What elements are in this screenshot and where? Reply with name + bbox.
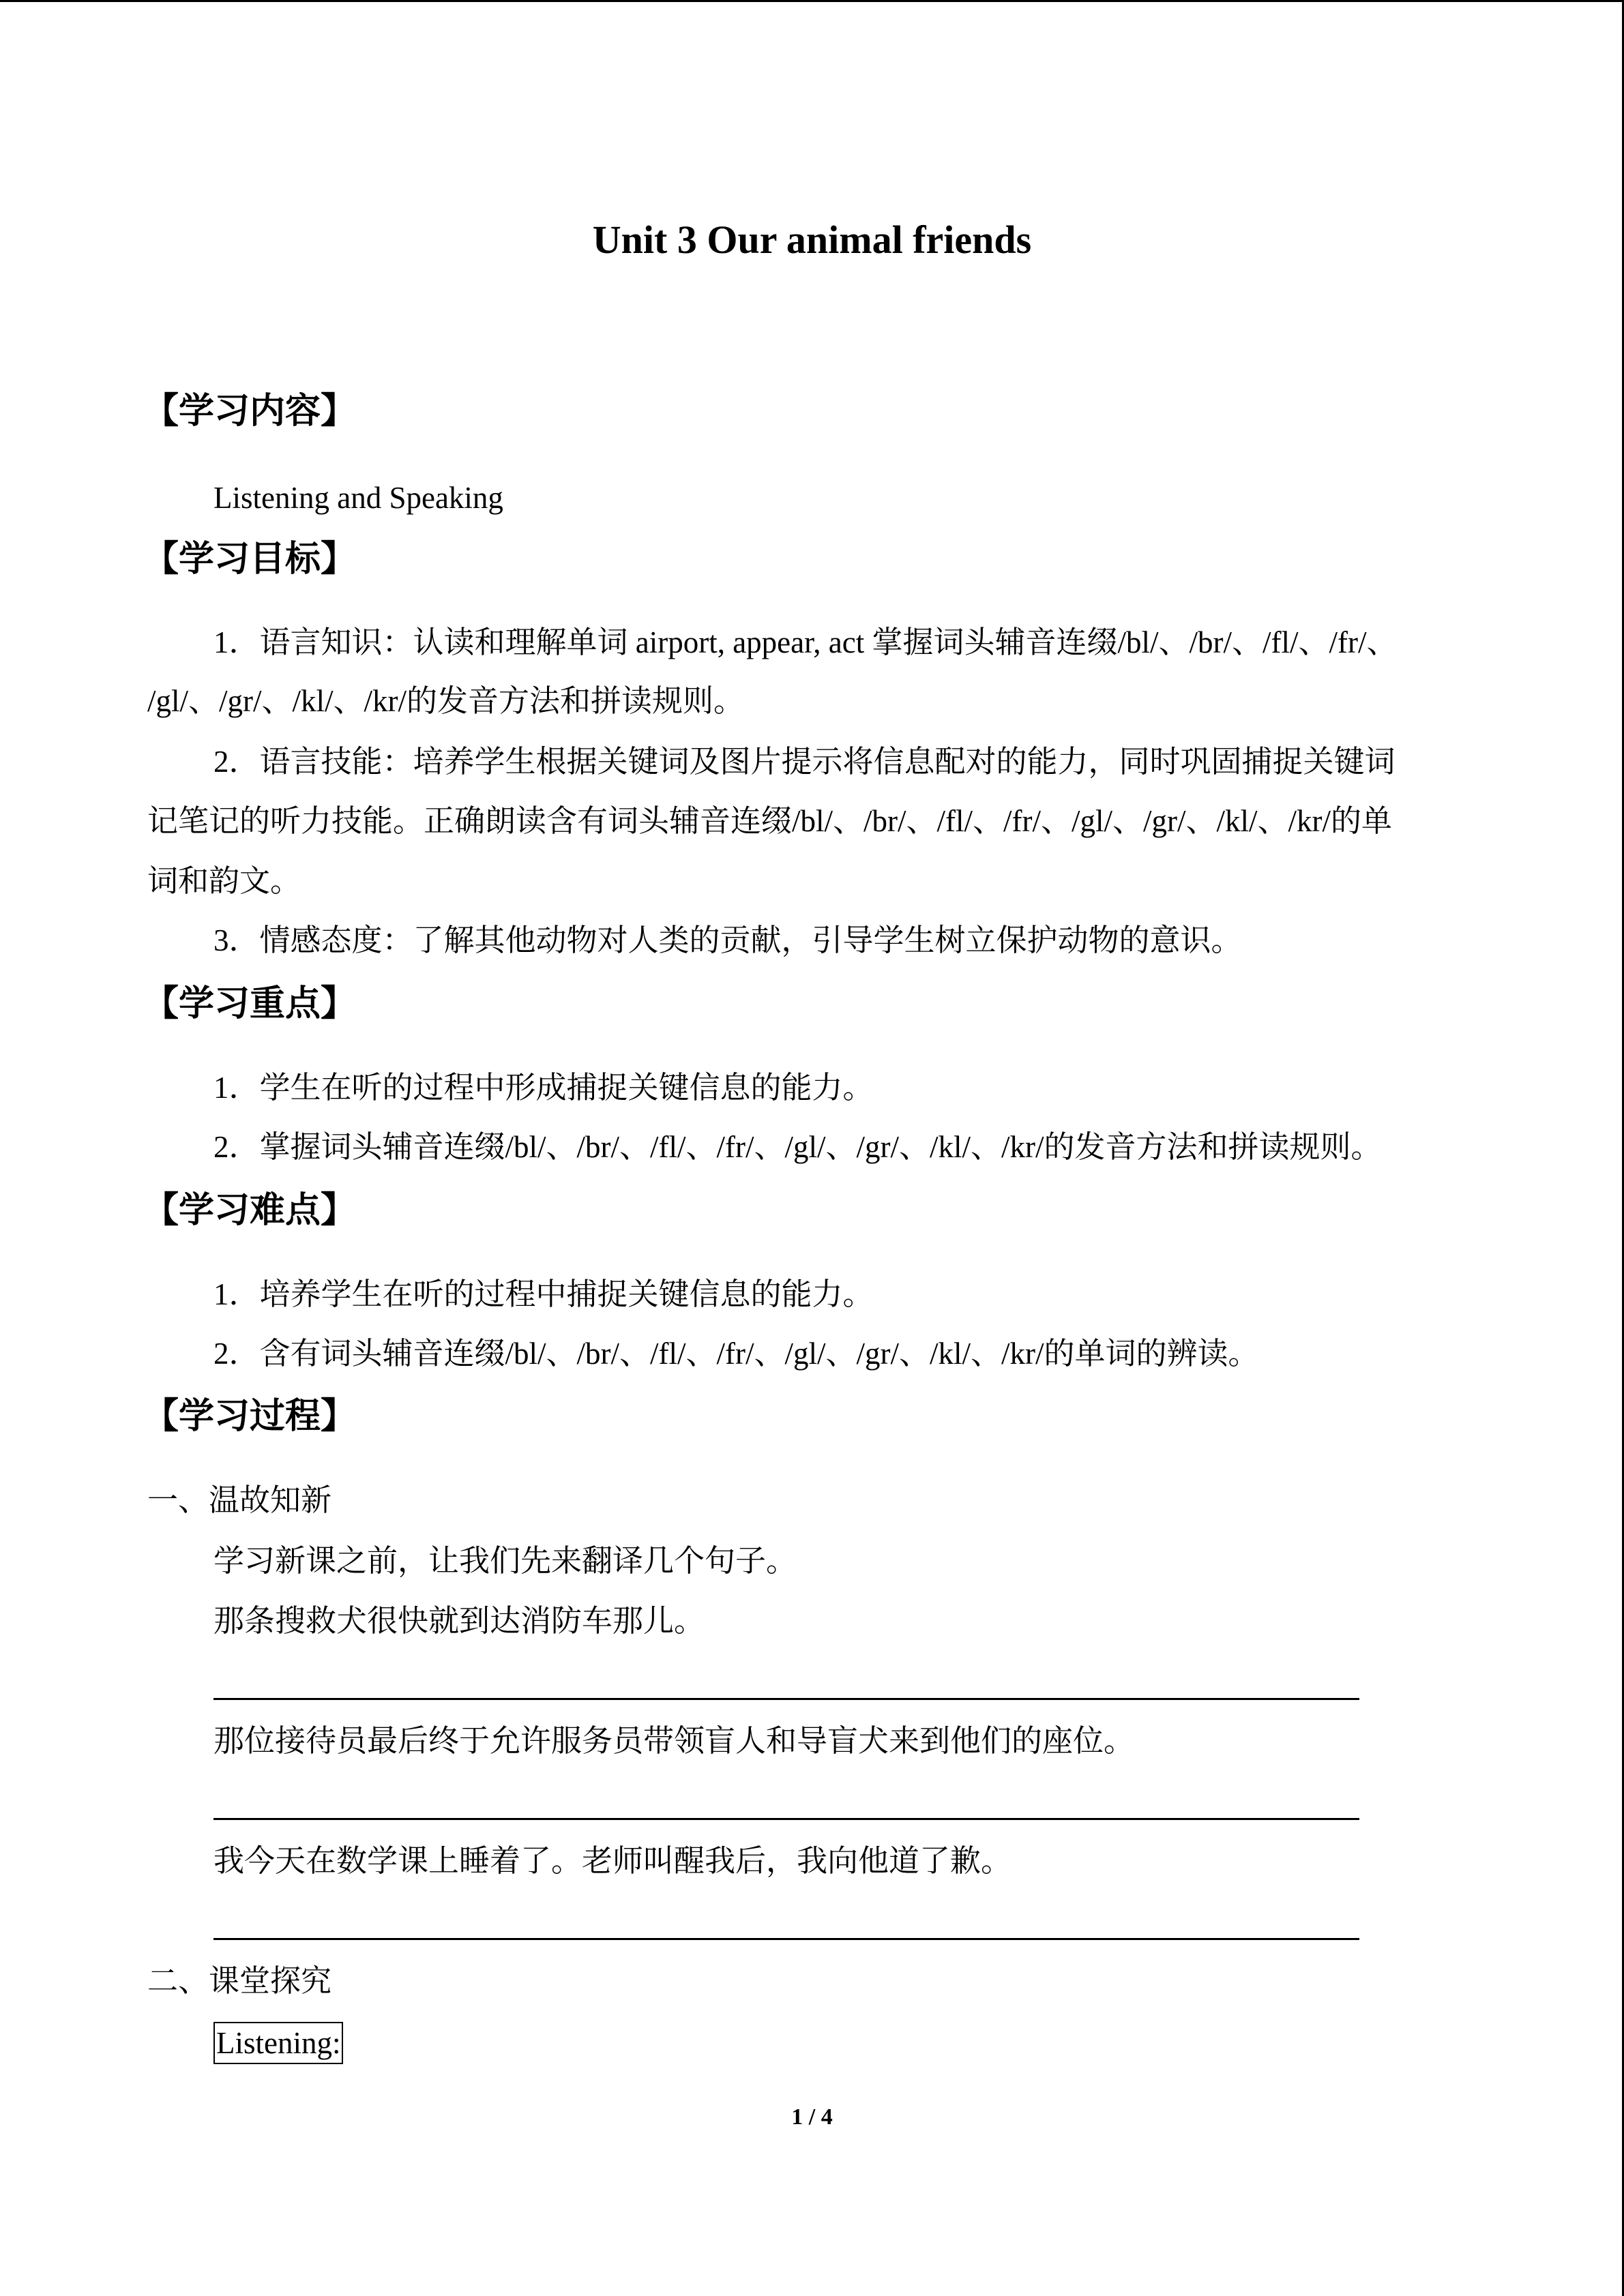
part1-title: 一、温故知新 <box>147 1483 332 1517</box>
translation-sentence: 那位接待员最后终于允许服务员带领盲人和导盲犬来到他们的座位。 <box>213 1724 1135 1758</box>
goal-line: 1．语言知识：认读和理解单词 airport, appear, act 掌握词头辅音连缀/bl/、/br/、/fl/、/fr/、 <box>213 625 1398 659</box>
difficult-point: 2．含有词头辅音连缀/bl/、/br/、/fl/、/fr/、/gl/、/gr/、/kl/、/kr/的单词的辨读。 <box>213 1337 1259 1371</box>
content-text: Listening and Speaking <box>213 481 503 515</box>
page-number: 1 / 4 <box>791 2104 833 2130</box>
page-border-top <box>0 0 1624 2</box>
goal-line: /gl/、/gr/、/kl/、/kr/的发音方法和拼读规则。 <box>147 684 744 718</box>
key-point: 2．掌握词头辅音连缀/bl/、/br/、/fl/、/fr/、/gl/、/gr/、/kl/、/kr/的发音方法和拼读规则。 <box>213 1130 1382 1164</box>
translation-sentence: 那条搜救犬很快就到达消防车那儿。 <box>213 1604 705 1638</box>
goal-line: 3．情感态度：了解其他动物对人类的贡献，引导学生树立保护动物的意识。 <box>213 923 1242 957</box>
goal-line: 2．语言技能：培养学生根据关键词及图片提示将信息配对的能力，同时巩固捕捉关键词 <box>213 745 1396 779</box>
key-point: 1．学生在听的过程中形成捕捉关键信息的能力。 <box>213 1071 874 1105</box>
translation-sentence: 我今天在数学课上睡着了。老师叫醒我后，我向他道了歉。 <box>213 1844 1012 1878</box>
section-heading-difficult: 【学习难点】 <box>143 1190 357 1231</box>
section-heading-key: 【学习重点】 <box>143 983 357 1024</box>
answer-line <box>213 1818 1359 1820</box>
part2-title: 二、课堂探究 <box>147 1964 332 1998</box>
answer-line <box>213 1698 1359 1700</box>
section-heading-goals: 【学习目标】 <box>143 539 357 580</box>
page-title: Unit 3 Our animal friends <box>592 218 1032 262</box>
section-heading-content: 【学习内容】 <box>143 391 357 432</box>
listening-label: Listening: <box>213 2022 343 2064</box>
answer-line <box>213 1938 1359 1940</box>
goal-line: 词和韵文。 <box>147 864 301 898</box>
difficult-point: 1．培养学生在听的过程中捕捉关键信息的能力。 <box>213 1277 874 1311</box>
part1-intro: 学习新课之前，让我们先来翻译几个句子。 <box>213 1544 797 1578</box>
goal-line: 记笔记的听力技能。正确朗读含有词头辅音连缀/bl/、/br/、/fl/、/fr/、/gl/、/gr/、/kl/、/kr/的单 <box>147 804 1392 838</box>
section-heading-process: 【学习过程】 <box>143 1396 357 1437</box>
